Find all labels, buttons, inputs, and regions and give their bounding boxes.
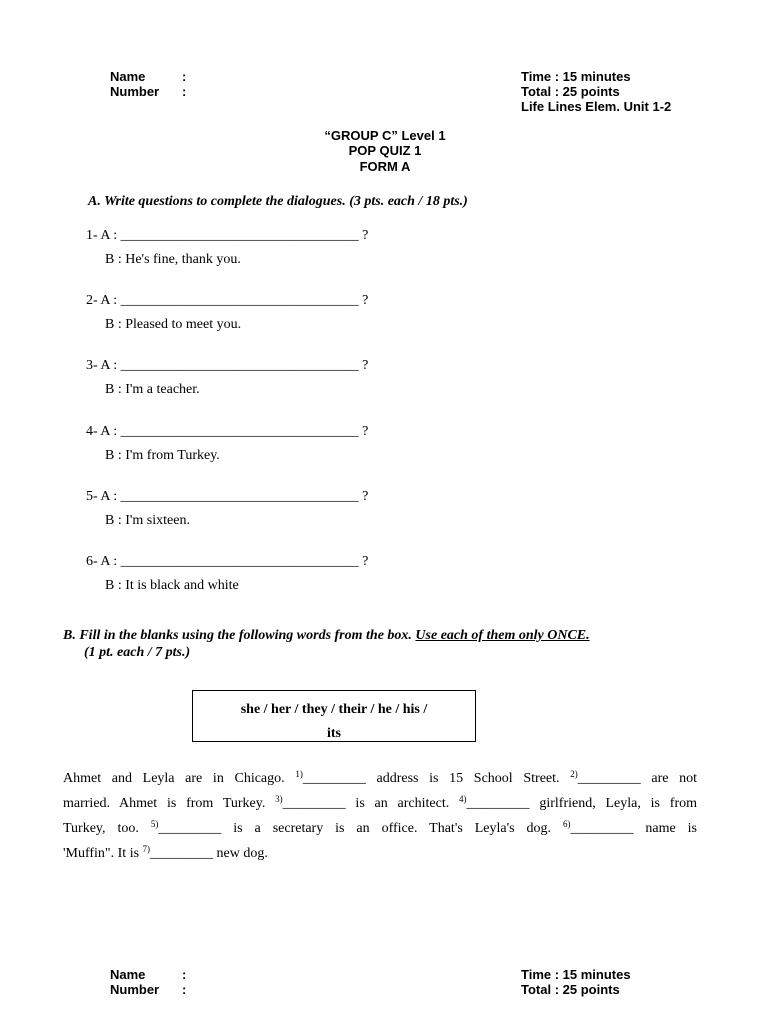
word-box <box>192 690 476 742</box>
section-b-heading-main: B. Fill in the blanks using the following words from the box. <box>63 628 416 643</box>
paragraph-line-3: Turkey, too. $^{5)}$_________ is a secretary is an office. That's Leyla's dog. $^{6)}$_________ name is <box>63 819 698 836</box>
paragraph-line-2: married. Ahmet is from Turkey. $^{3)}$_________ is an architect. $^{4)}$_________ girlfriend, Leyla, is from <box>63 794 697 811</box>
paragraph-line-1: Ahmet and Leyla are in Chicago. $^{1)}$_________ address is 15 School Street. $^{2)}$_________ are not <box>63 769 697 786</box>
section-a-heading: A. Write questions to complete the dialogues. (3 pts. each / 18 pts.) <box>88 194 468 209</box>
name-colon: : <box>182 69 187 84</box>
name-label: Name <box>110 69 146 84</box>
question-5-a: 5- A : __________________________________ ? <box>86 489 369 504</box>
title-line-1: “GROUP C” Level 1 <box>324 128 446 143</box>
word-box-line-1: she / her / they / their / he / his / <box>240 702 428 717</box>
question-1-a: 1- A : __________________________________ ? <box>86 228 369 243</box>
question-3-a: 3- A : __________________________________ ? <box>86 358 369 373</box>
bottom-name-colon: : <box>182 967 187 982</box>
number-colon: : <box>182 84 187 99</box>
title-line-2: POP QUIZ 1 <box>348 143 422 158</box>
question-1-b: B : He's fine, thank you. <box>105 252 241 267</box>
question-4-b: B : I'm from Turkey. <box>105 448 220 463</box>
question-6-b: B : It is black and white <box>105 578 239 593</box>
question-5-b: B : I'm sixteen. <box>105 513 190 528</box>
question-4-a: 4- A : __________________________________ ? <box>86 424 369 439</box>
section-b-heading-emphasis: Use each of them only ONCE. <box>415 628 590 643</box>
bottom-time-text: Time : 15 minutes <box>521 967 631 982</box>
number-label: Number <box>110 84 160 99</box>
section-b-points: (1 pt. each / 7 pts.) <box>84 645 191 660</box>
time-text: Time : 15 minutes <box>521 69 631 84</box>
question-2-b: B : Pleased to meet you. <box>105 317 242 332</box>
word-box-line-2: its <box>327 726 341 741</box>
bottom-number-label: Number <box>110 982 160 997</box>
bottom-name-label: Name <box>110 967 146 982</box>
section-b-heading <box>63 628 590 644</box>
paragraph-line-4: 'Muffin". It is $^{7)}$_________ new dog. <box>63 844 268 861</box>
question-6-a: 6- A : __________________________________ ? <box>86 554 369 569</box>
question-2-a: 2- A : __________________________________ ? <box>86 293 369 308</box>
bottom-number-colon: : <box>182 982 187 997</box>
question-3-b: B : I'm a teacher. <box>105 382 200 397</box>
bottom-total-text: Total : 25 points <box>521 982 620 997</box>
total-text: Total : 25 points <box>521 84 620 99</box>
title-line-3: FORM A <box>359 159 411 174</box>
book-text: Life Lines Elem. Unit 1-2 <box>521 99 672 114</box>
